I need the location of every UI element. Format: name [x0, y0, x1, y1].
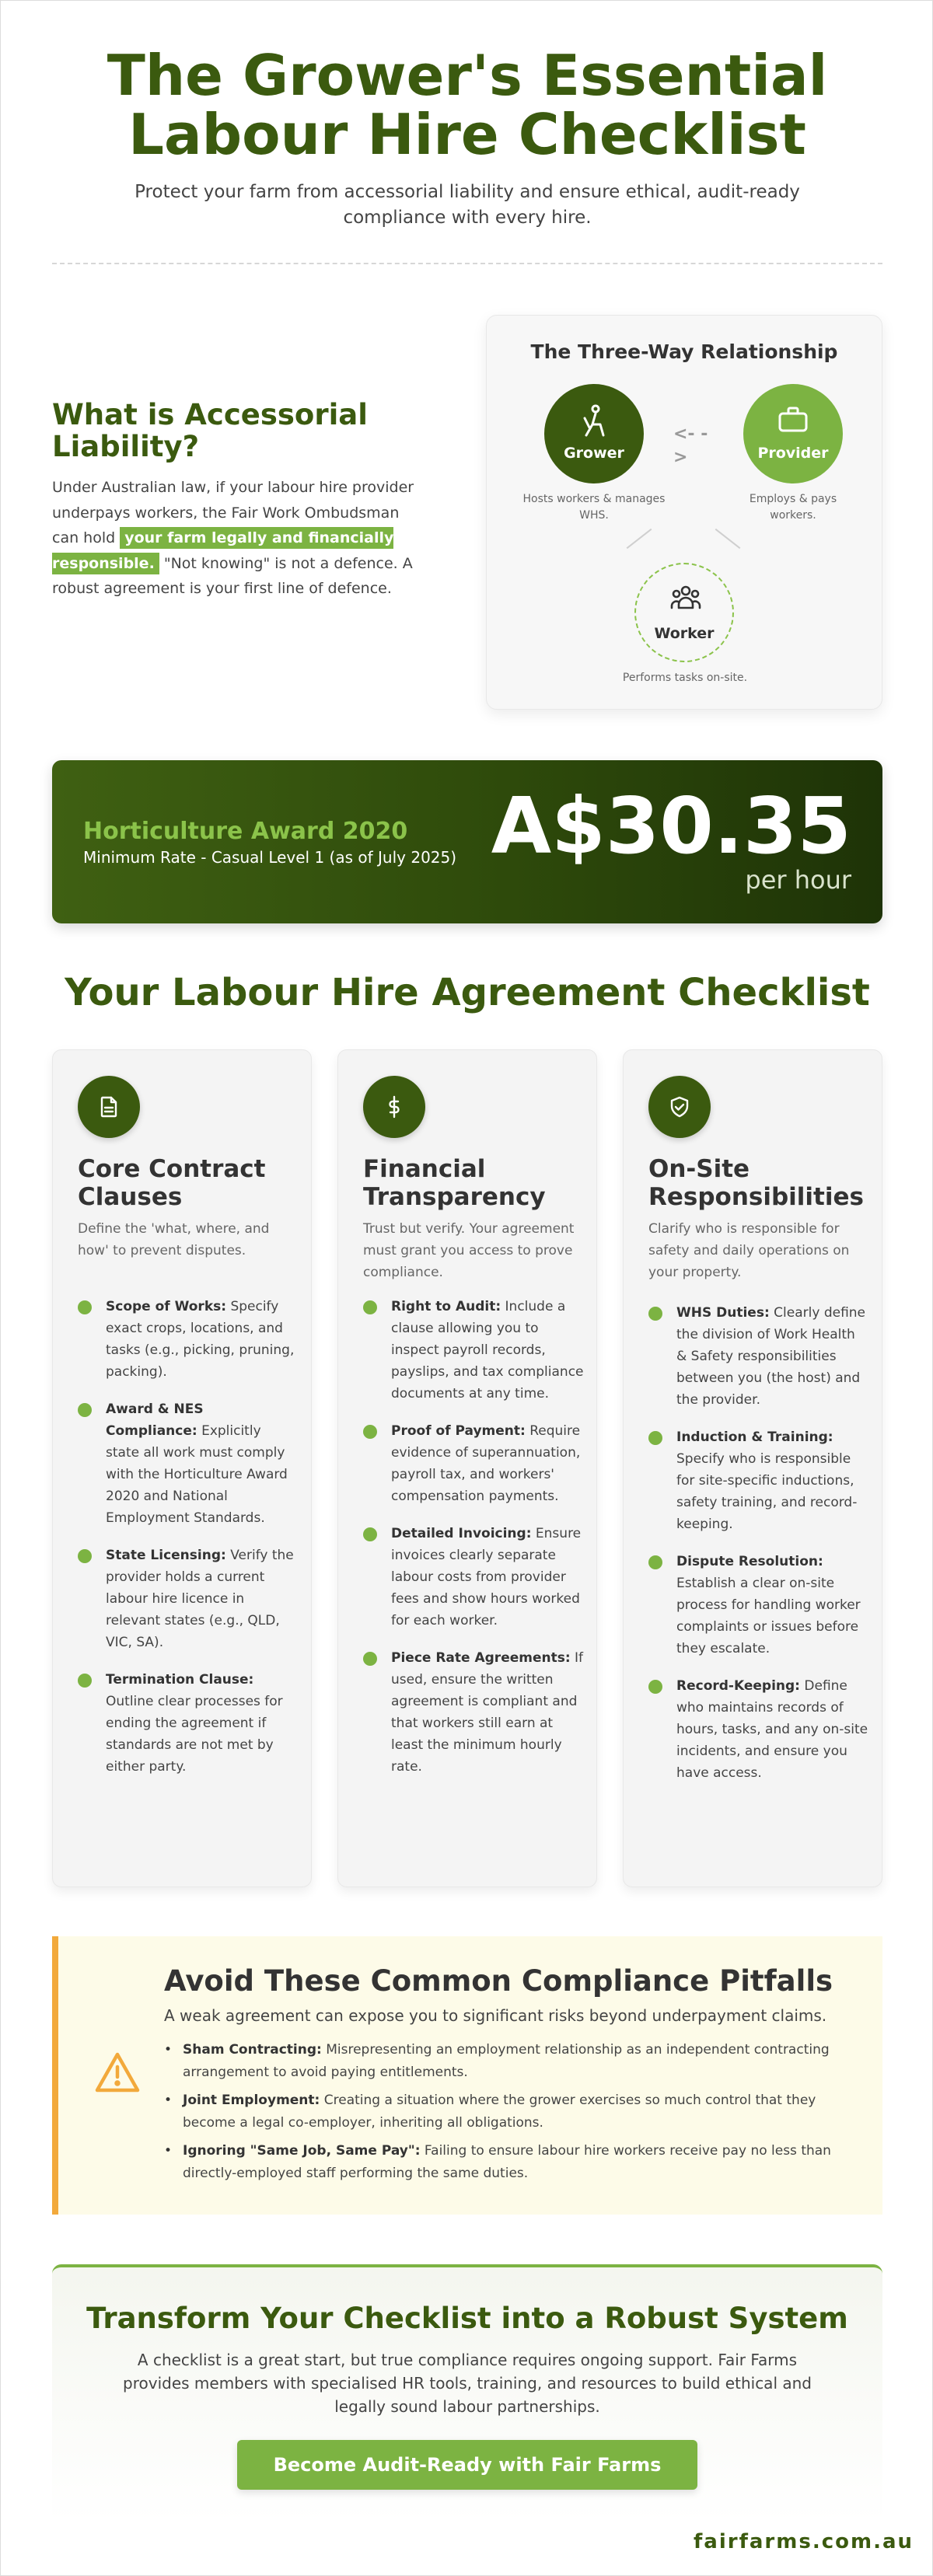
list-item: Award & NES Compliance: Explicitly state all work must comply with the Horticulture Award 2020 and National Employment Standards. [78, 1398, 299, 1529]
person-seated-icon [578, 404, 610, 438]
connector-line [715, 529, 741, 549]
list-item: Detailed Invoicing: Ensure invoices clearly separate labour costs from provider fees and show hours worked for each worker. [363, 1523, 584, 1632]
header-divider [52, 263, 882, 264]
list-item: State Licensing: Verify the provider holds a current labour hire licence in relevant states (e.g., QLD, VIC, SA). [78, 1545, 299, 1653]
warning-icon [94, 2051, 141, 2093]
grower-desc: Hosts workers & manages WHS. [522, 493, 666, 522]
column-list [78, 1296, 299, 1793]
liability-title: What is Accessorial Liability? [52, 398, 368, 463]
pitfalls-intro: A weak agreement can expose you to significant risks beyond underpayment claims. [164, 2006, 827, 2025]
group-icon [670, 585, 701, 613]
list-item: • Sham Contracting: Misrepresenting an employment relationship as an independent contracting arrangement to avoid paying entitlements. [164, 2039, 864, 2084]
checklist-column-core-contract [52, 1049, 312, 1887]
list-item: • Ignoring "Same Job, Same Pay": Failing to ensure labour hire workers receive pay no less than directly-employed staff performing the same duties. [164, 2140, 864, 2185]
list-item: • Joint Employment: Creating a situation where the grower exercises so much control that they become a legal co-employer, inheriting all obligations. [164, 2089, 864, 2134]
cta-text: A checklist is a great start, but true compliance requires ongoing support. Fair Farms provides members with specialised HR tools, training, and resources to build ethical and legally sound labour partnerships. [123, 2351, 812, 2416]
column-intro: Define the 'what, where, and how' to prevent disputes. [78, 1221, 270, 1258]
document-icon [78, 1076, 140, 1138]
shield-check-icon [648, 1076, 711, 1138]
grower-node [544, 384, 644, 483]
column-title: Financial Transparency [363, 1155, 546, 1211]
briefcase-icon [778, 404, 809, 435]
dollar-icon [363, 1076, 425, 1138]
list-item: Dispute Resolution: Establish a clear on-site process for handling worker complaints or issues before they escalate. [648, 1551, 869, 1660]
cta-title: Transform Your Checklist into a Robust System [86, 2302, 848, 2335]
checklist-title: Your Labour Hire Agreement Checklist [65, 971, 870, 1014]
list-item: Right to Audit: Include a clause allowing you to inspect payroll records, payslips, and tax compliance documents at any time. [363, 1296, 584, 1405]
worker-label: Worker [654, 625, 715, 642]
list-item: WHS Duties: Clearly define the division of Work Health & Safety responsibilities between you (the host) and the provider. [648, 1302, 869, 1411]
list-item: Induction & Training: Specify who is responsible for site-specific inductions, safety training, and record-keeping. [648, 1426, 869, 1535]
footer-url[interactable]: fairfarms.com.au [693, 2530, 914, 2553]
award-unit: per hour [745, 865, 851, 895]
audit-ready-button[interactable]: Become Audit-Ready with Fair Farms [237, 2440, 697, 2490]
pitfalls-box [52, 1936, 882, 2215]
connector-line [627, 529, 652, 549]
provider-node [743, 384, 843, 483]
liability-text-after: "Not knowing" is not a defence. A robust agreement is your first line of defence. [52, 554, 413, 597]
relationship-title: The Three-Way Relationship [530, 340, 838, 363]
page-title: The Grower's Essential Labour Hire Checklist [107, 43, 828, 167]
column-intro: Trust but verify. Your agreement must grant you access to prove compliance. [363, 1221, 575, 1280]
award-name: Horticulture Award 2020 [83, 818, 408, 845]
checklist-column-onsite [623, 1049, 882, 1887]
list-item: Termination Clause: Outline clear processes for ending the agreement if standards are not met by either party. [78, 1669, 299, 1778]
worker-node [634, 563, 734, 662]
column-intro: Clarify who is responsible for safety and daily operations on your property. [648, 1221, 850, 1280]
list-item: Scope of Works: Specify exact crops, locations, and tasks (e.g., picking, pruning, packing). [78, 1296, 299, 1383]
pitfalls-title: Avoid These Common Compliance Pitfalls [164, 1964, 833, 1998]
checklist-column-financial [337, 1049, 597, 1887]
list-item: Record-Keeping: Define who maintains records of hours, tasks, and any on-site incidents, and ensure you have access. [648, 1675, 869, 1784]
relationship-card [486, 315, 882, 710]
pitfalls-list [164, 2039, 864, 2190]
column-list [648, 1302, 869, 1799]
award-banner [52, 760, 882, 923]
column-list [363, 1296, 584, 1793]
liability-highlight: your farm legally and financially responsible. [52, 527, 393, 574]
award-subtitle: Minimum Rate - Casual Level 1 (as of July 2025) [83, 848, 457, 867]
header [1, 43, 933, 231]
grower-label: Grower [564, 445, 624, 462]
liability-text [52, 475, 425, 602]
arrow-icon: <- - > [673, 424, 708, 467]
provider-desc: Employs & pays workers. [749, 493, 837, 522]
column-title: On-Site Responsibilities [648, 1155, 864, 1211]
cta-section [52, 2264, 882, 2522]
page-subtitle: Protect your farm from accessorial liability and ensure ethical, audit-ready compliance with every hire. [135, 182, 800, 228]
list-item: Piece Rate Agreements: If used, ensure the written agreement is compliant and that workers still earn at least the minimum hourly rate. [363, 1647, 584, 1778]
column-title: Core Contract Clauses [78, 1155, 266, 1211]
award-rate: A$30.35 [491, 780, 851, 871]
list-item: Proof of Payment: Require evidence of superannuation, payroll tax, and workers' compensation payments. [363, 1420, 584, 1507]
liability-text-before: Under Australian law, if your labour hire provider underpays workers, the Fair Work Ombudsman can hold [52, 479, 414, 546]
worker-desc: Performs tasks on-site. [622, 672, 748, 684]
provider-label: Provider [757, 445, 829, 462]
